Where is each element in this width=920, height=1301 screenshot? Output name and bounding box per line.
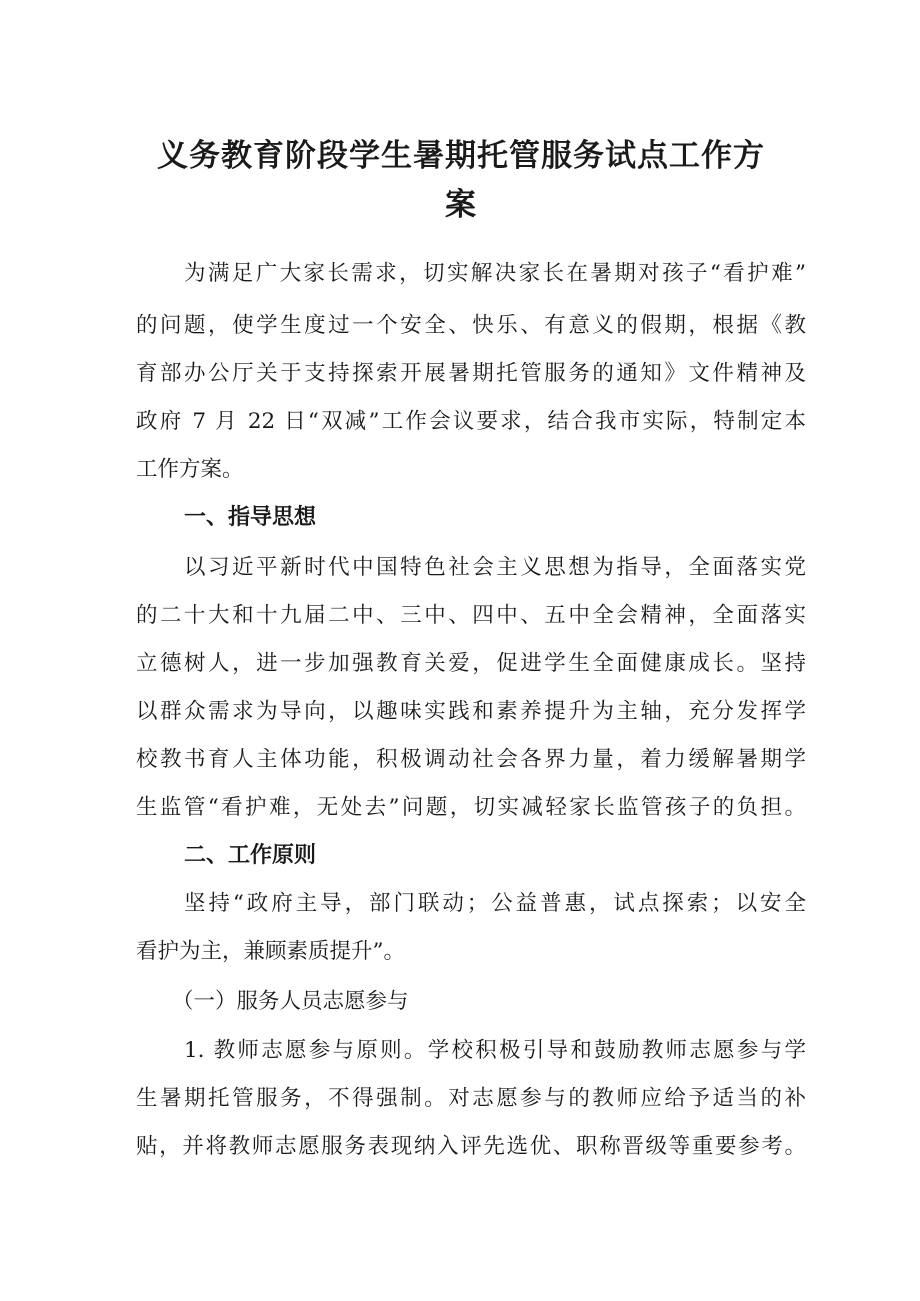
section2-line: 坚持“政府主导，部门联动；公益普惠，试点探索；以安全	[184, 891, 806, 916]
intro-line: 的问题，使学生度过一个安全、快乐、有意义的假期，根据《教	[136, 313, 806, 338]
item1-line: 贴，并将教师志愿服务表现纳入评先选优、职称晋级等重要参考。	[136, 1134, 806, 1159]
section-heading-guiding-ideology: 一、指导思想	[184, 505, 317, 530]
intro-line: 工作方案。	[136, 457, 244, 482]
section-heading-work-principles: 二、工作原则	[184, 843, 317, 868]
section1-line: 立德树人，进一步加强教育关爱，促进学生全面健康成长。坚持	[136, 651, 806, 676]
item1-line: 生暑期托管服务，不得强制。对志愿参与的教师应给予适当的补	[136, 1086, 806, 1111]
intro-line: 育部办公厅关于支持探索开展暑期托管服务的通知》文件精神及	[136, 361, 806, 386]
intro-line: 为满足广大家长需求，切实解决家长在暑期对孩子“看护难”	[184, 261, 806, 286]
section1-line: 的二十大和十九届二中、三中、四中、五中全会精神，全面落实	[136, 603, 806, 628]
document-title-line1: 义务教育阶段学生暑期托管服务试点工作方	[157, 138, 765, 174]
item1-line: 1. 教师志愿参与原则。学校积极引导和鼓励教师志愿参与学	[184, 1038, 806, 1063]
section1-line: 以群众需求为导向，以趣味实践和素养提升为主轴，充分发挥学	[136, 699, 806, 724]
section2-line: 看护为主，兼顾素质提升”。	[136, 939, 405, 964]
document-title-line2: 案	[445, 187, 477, 223]
section1-line: 以习近平新时代中国特色社会主义思想为指导，全面落实党	[184, 555, 806, 580]
subsection-heading-volunteer-participation: （一）服务人员志愿参与	[172, 989, 409, 1014]
section1-line: 校教书育人主体功能，积极调动社会各界力量，着力缓解暑期学	[136, 747, 806, 772]
intro-line: 政府 7 月 22 日“双减”工作会议要求，结合我市实际，特制定本	[136, 409, 806, 434]
section1-line: 生监管“看护难，无处去”问题，切实减轻家长监管孩子的负担。	[136, 795, 806, 820]
